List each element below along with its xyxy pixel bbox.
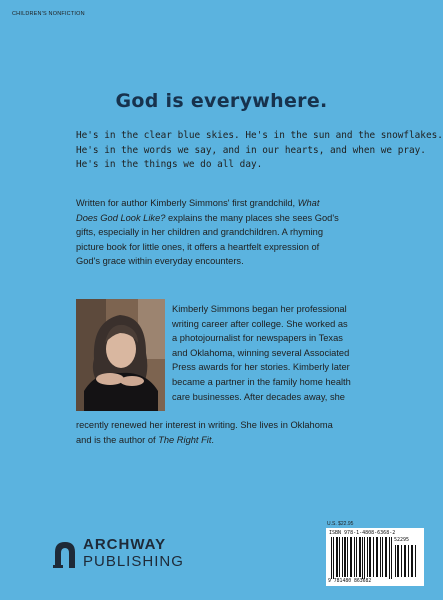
headline: God is everywhere.: [115, 90, 328, 112]
book-title-part: Does God Look Like?: [76, 212, 166, 223]
bio-line: writing career after college. She worked as: [172, 318, 348, 329]
author-photo: [76, 299, 165, 411]
other-book-title: The Right Fit: [158, 434, 212, 445]
bio-text: and is the author of: [76, 434, 159, 445]
price-label: U.S. $22.95: [327, 521, 354, 527]
bio-line: recently renewed her interest in writing. She lives in Oklahoma: [76, 420, 333, 430]
price-code: 52295: [394, 537, 410, 543]
blurb-line: God's grace within everyday encounters.: [76, 256, 244, 267]
blurb-line: [76, 211, 406, 226]
bio-line: and Oklahoma, winning several Associated: [172, 347, 350, 358]
bio-line: a photojournalist for newspapers in Texas: [172, 333, 343, 344]
blurb-text: Written for author Kimberly Simmons' first grandchild,: [76, 198, 298, 208]
bio-text: .: [211, 434, 214, 445]
publisher-name-line2: PUBLISHING: [83, 553, 184, 570]
bio-line: became a partner in the family home health: [172, 376, 351, 387]
bio-line: Kimberly Simmons began her professional: [172, 304, 347, 314]
barcode-number: 9 781480 863682: [328, 579, 372, 584]
publisher-name-line1: ARCHWAY: [83, 536, 167, 553]
bio-line: care businesses. After decades away, she: [172, 391, 345, 402]
bio-line: Press awards for her stories. Kimberly later: [172, 362, 350, 373]
category-label: CHILDREN'S NONFICTION: [12, 11, 85, 17]
poem-block: [76, 129, 443, 173]
book-title-part: What: [297, 198, 320, 208]
isbn-text: ISBN 978-1-4808-6368-2: [329, 530, 396, 536]
author-bio: [172, 302, 412, 404]
blurb-line: gifts, especially in her children and grandchildren. A rhyming: [76, 227, 324, 238]
poem-line: He's in the words we say, and in our hearts, and when we pray.: [76, 144, 426, 156]
bio-line: [76, 433, 416, 448]
blurb-text: explains the many places she sees God's: [165, 212, 339, 223]
publisher-logo: [53, 537, 184, 569]
barcode-panel: [326, 528, 424, 586]
blurb-line: [76, 196, 406, 211]
poem-line: He's in the clear blue skies. He's in the sun and the snowflakes.: [76, 130, 443, 141]
barcode-icon: [329, 537, 421, 579]
author-bio-continued: [76, 418, 416, 447]
blurb-line: picture book for little ones, it offers a heartfelt expression of: [76, 241, 320, 252]
book-description: [76, 196, 406, 269]
archway-logo-icon: [53, 538, 77, 568]
poem-line: He's in the things we do all day.: [76, 159, 263, 171]
